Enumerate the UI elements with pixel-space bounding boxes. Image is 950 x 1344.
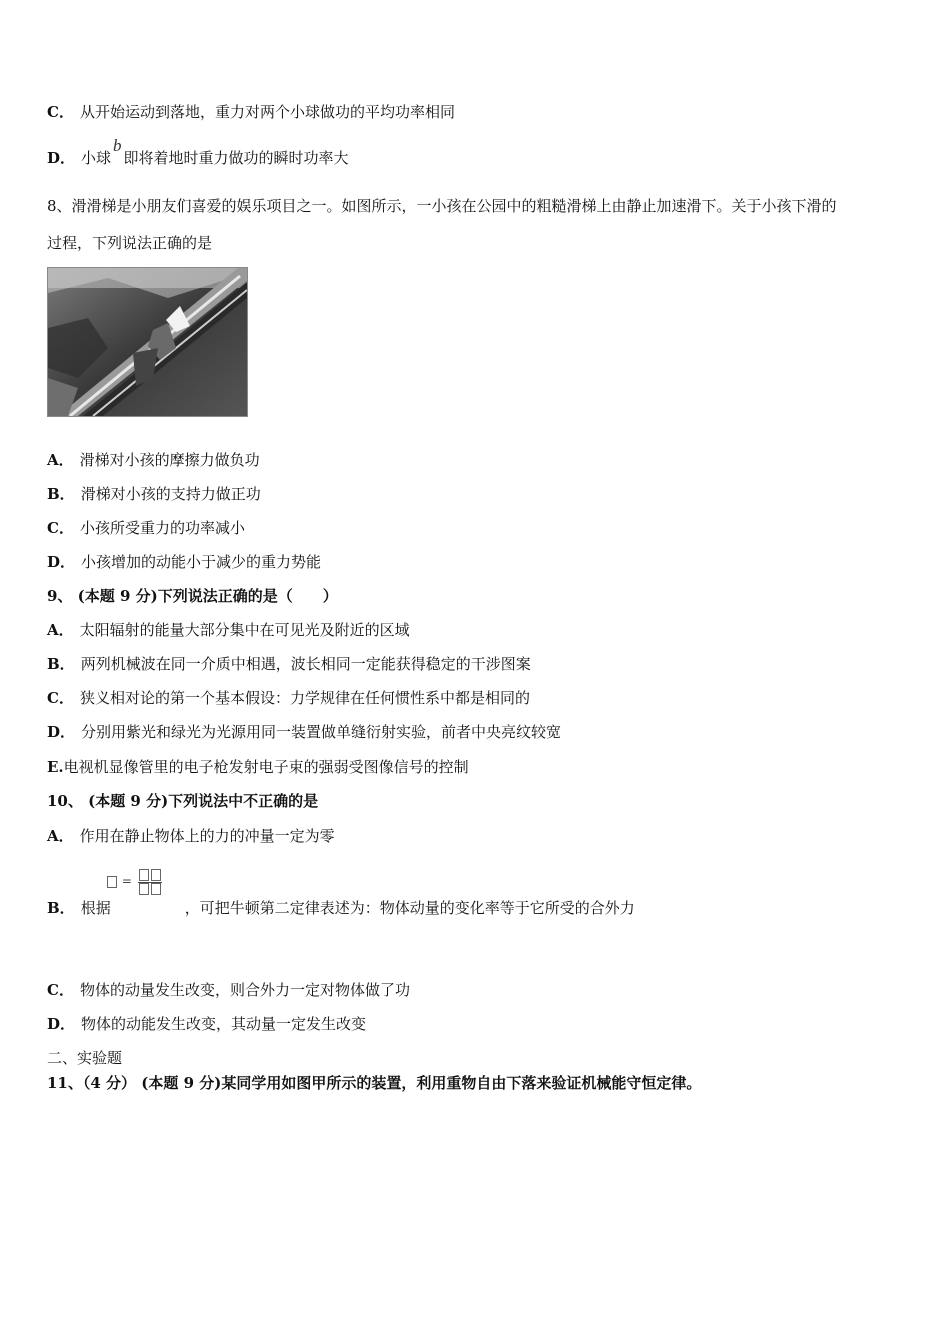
q7-option-d (47, 136, 349, 168)
q9-option-e (47, 757, 469, 777)
option-text-before: 小球 (81, 149, 112, 167)
option-text: 从开始运动到落地，重力对两个小球做功的平均功率相同 (79, 103, 455, 121)
section-title: 二、实验题 (47, 1049, 123, 1067)
option-text: 物体的动能发生改变，其动量一定发生改变 (81, 1015, 367, 1033)
formula-symbol-placeholder (107, 876, 117, 888)
option-text-after: ，可把牛顿第二定律表述为：物体动量的变化率等于它所受的合外力 (184, 899, 635, 917)
option-text: 电视机显像管里的电子枪发射电子束的强弱受图像信号的控制 (63, 758, 469, 776)
option-text: 小孩增加的动能小于减少的重力势能 (81, 553, 322, 571)
option-label: C． (47, 103, 74, 121)
option-text: 滑梯对小孩的支持力做正功 (80, 485, 261, 503)
q8-option-c (47, 518, 245, 538)
q8-option-a (47, 450, 260, 470)
option-label: C． (47, 689, 74, 707)
option-label: D． (47, 553, 76, 571)
slide-photo (47, 267, 248, 417)
option-text: 物体的动量发生改变，则合外力一定对物体做了功 (79, 981, 410, 999)
option-text: 太阳辐射的能量大部分集中在可见光及附近的区域 (79, 621, 410, 639)
formula-denominator (138, 883, 162, 896)
option-label: D． (47, 723, 76, 741)
option-text-before: 根据 (80, 899, 111, 917)
q8-option-b (47, 484, 261, 504)
option-text: 作用在静止物体上的力的冲量一定为零 (79, 827, 335, 845)
option-label: D． (47, 1015, 76, 1033)
q8-option-d (47, 552, 321, 572)
q10-option-d (47, 1014, 366, 1034)
q7-option-c (47, 102, 455, 122)
momentum-formula (106, 868, 166, 898)
q10-option-c (47, 980, 410, 1000)
option-label: B． (47, 899, 75, 917)
option-text-after: 即将着地时重力做功的瞬时功率大 (123, 149, 349, 167)
q8-stem-line2: 过程，下列说法正确的是 (47, 234, 213, 252)
q10-option-a (47, 826, 335, 846)
formula-fraction (138, 868, 162, 895)
option-text: 分别用紫光和绿光为光源用同一装置做单缝衍射实验，前者中央亮纹较宽 (81, 723, 562, 741)
option-label: C． (47, 981, 74, 999)
q10-option-b (47, 898, 635, 918)
option-text: 滑梯对小孩的摩擦力做负功 (79, 451, 260, 469)
option-text: 两列机械波在同一介质中相遇，波长相同一定能获得稳定的干涉图案 (80, 655, 531, 673)
option-text: 狭义相对论的第一个基本假设：力学规律在任何惯性系中都是相同的 (79, 689, 530, 707)
q9-option-c (47, 688, 530, 708)
option-label: C． (47, 519, 74, 537)
option-label: A． (47, 827, 74, 845)
q10-stem: 10、 (本题 9 分)下列说法中不正确的是 (47, 792, 319, 810)
option-text: 小孩所受重力的功率减小 (79, 519, 245, 537)
formula-numerator (138, 868, 162, 883)
q11-stem: 11、（4 分） (本题 9 分)某同学用如图甲所示的装置，利用重物自由下落来验证机械能守恒定律。 (47, 1074, 702, 1092)
variable-b: b (113, 136, 122, 155)
option-label: B． (47, 655, 75, 673)
formula-equals: = (121, 874, 132, 888)
option-label: A． (47, 621, 74, 639)
q9-stem: 9、 (本题 9 分)下列说法正确的是（ ） (47, 587, 338, 605)
q9-option-a (47, 620, 410, 640)
slide-photo-image (48, 268, 247, 416)
option-label: A． (47, 451, 74, 469)
q8-stem-line1: 8、滑滑梯是小朋友们喜爱的娱乐项目之一。如图所示，一小孩在公园中的粗糙滑梯上由静止加速滑下。关于小孩下滑的 (47, 197, 837, 215)
option-label: D． (47, 149, 76, 167)
option-label: B． (47, 485, 75, 503)
option-label: E. (47, 758, 64, 776)
q9-option-d (47, 722, 561, 742)
q9-option-b (47, 654, 531, 674)
